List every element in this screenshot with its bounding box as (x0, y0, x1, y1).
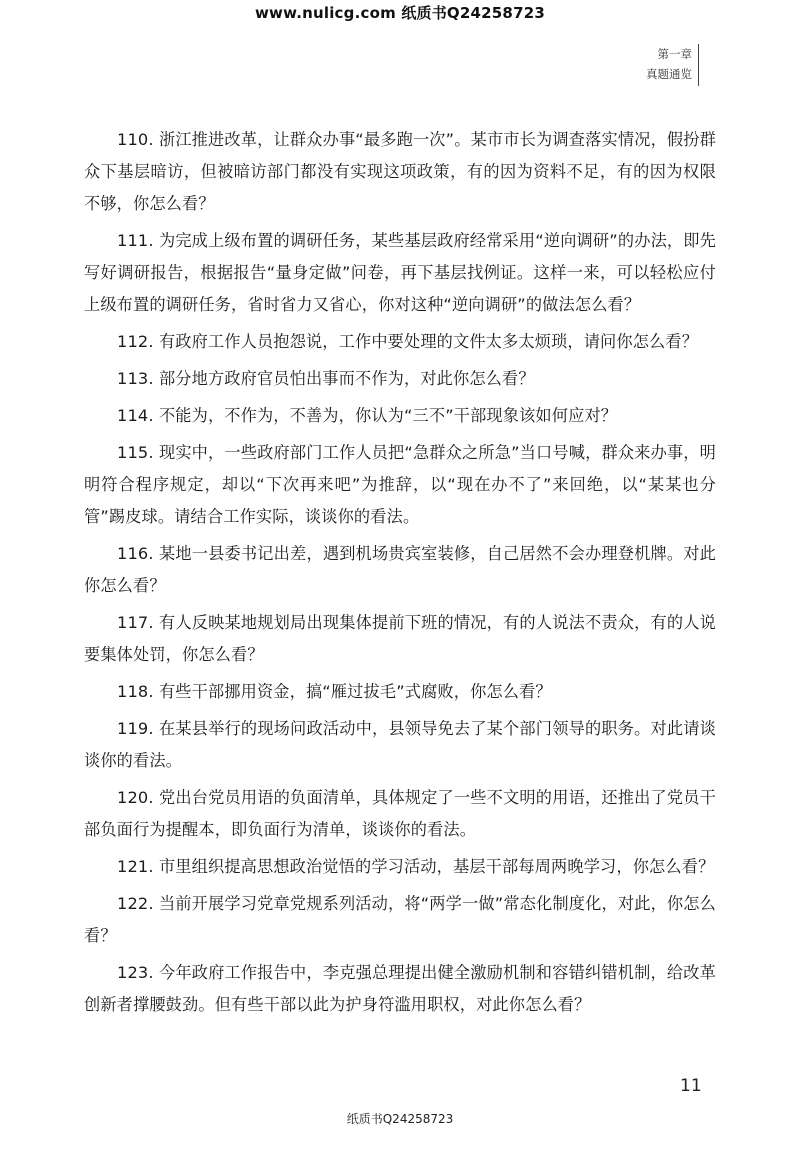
question-122: 122. 当前开展学习党章党规系列活动，将“两学一做”常态化制度化，对此，你怎么看？ (84, 894, 716, 945)
footer-text: 纸质书Q24258723 (346, 1112, 454, 1126)
top-banner: www.nulicg.com 纸质书Q24258723 (255, 4, 545, 22)
question-113: 113. 部分地方政府官员怕出事而不作为，对此你怎么看？ (117, 369, 535, 388)
page-number: 11 (680, 1076, 702, 1096)
question-121: 121. 市里组织提高思想政治觉悟的学习活动，基层干部每周两晚学习，你怎么看？ (117, 857, 715, 876)
chapter-divider (698, 44, 699, 86)
question-118: 118. 有些干部挪用资金，搞“雁过拔毛”式腐败，你怎么看？ (117, 682, 552, 701)
section-label: 真题通览 (646, 67, 692, 81)
question-112: 112. 有政府工作人员抱怨说，工作中要处理的文件太多太烦琐，请问你怎么看？ (117, 332, 699, 351)
chapter-tag (646, 44, 692, 84)
question-111: 111. 为完成上级布置的调研任务，某些基层政府经常采用“逆向调研”的办法，即先写好调研报告，根据报告“量身定做”问卷，再下基层找例证。这样一来，可以轻松应付上级布置的调研任务，省时省力又省心，你对这种“逆向调研”的做法怎么看？ (84, 231, 716, 314)
question-117: 117. 有人反映某地规划局出现集体提前下班的情况，有的人说法不责众，有的人说要集体处罚，你怎么看？ (84, 613, 716, 664)
question-120: 120. 党出台党员用语的负面清单，具体规定了一些不文明的用语，还推出了党员干部负面行为提醒本，即负面行为清单，谈谈你的看法。 (84, 788, 716, 839)
question-114: 114. 不能为，不作为，不善为，你认为“三不”干部现象该如何应对？ (117, 406, 618, 425)
question-123: 123. 今年政府工作报告中，李克强总理提出健全激励机制和容错纠错机制，给改革创新者撑腰鼓劲。但有些干部以此为护身符滥用职权，对此你怎么看？ (84, 963, 716, 1014)
question-116: 116. 某地一县委书记出差，遇到机场贵宾室装修，自己居然不会办理登机牌。对此你怎么看？ (84, 544, 716, 595)
question-list (84, 124, 716, 1026)
question-119: 119. 在某县举行的现场问政活动中，县领导免去了某个部门领导的职务。对此请谈谈你的看法。 (84, 719, 716, 770)
chapter-label: 第一章 (657, 47, 692, 61)
question-110: 110. 浙江推进改革，让群众办事“最多跑一次”。某市市长为调查落实情况，假扮群众下基层暗访，但被暗访部门都没有实现这项政策，有的因为资料不足，有的因为权限不够，你怎么看？ (84, 130, 716, 213)
question-115: 115. 现实中，一些政府部门工作人员把“急群众之所急”当口号喊，群众来办事，明明符合程序规定，却以“下次再来吧”为推辞，以“现在办不了”来回绝，以“某某也分管”踢皮球。请结合工作实际，谈谈你的看法。 (84, 443, 716, 526)
